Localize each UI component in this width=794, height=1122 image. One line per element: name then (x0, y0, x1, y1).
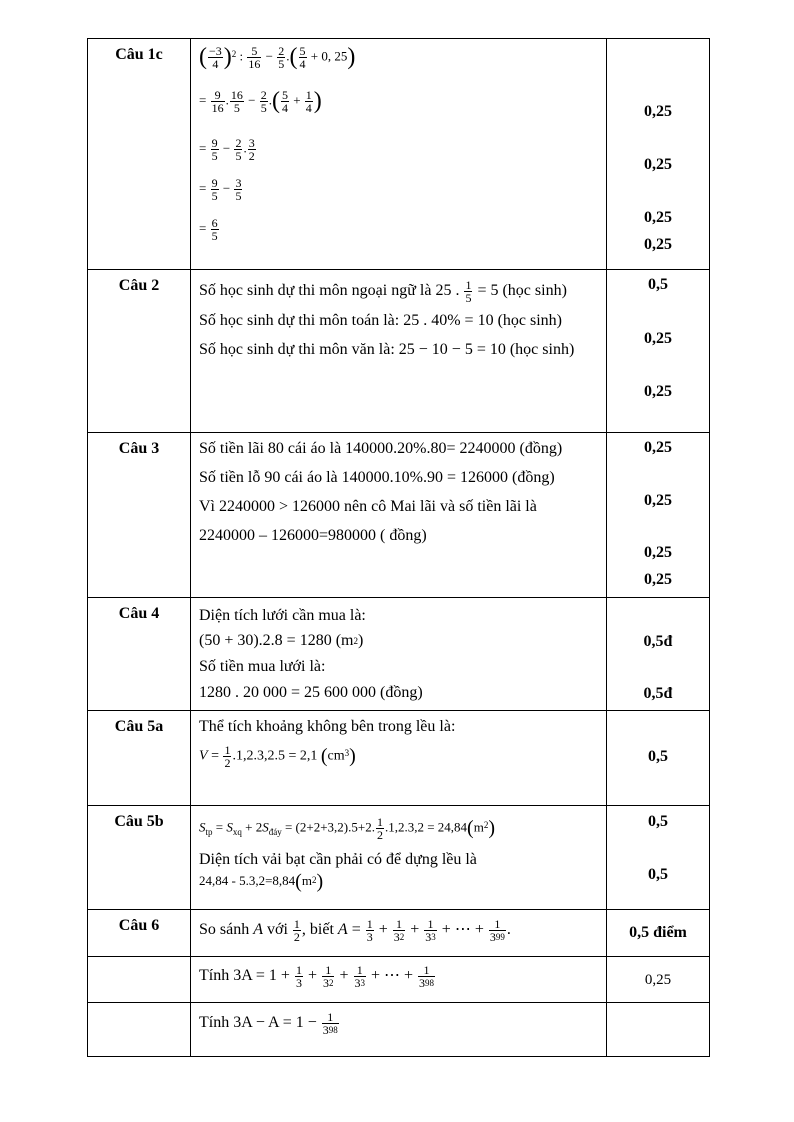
math-line: $24,84 - 5.3,2=8,84(m^2)$ (199, 870, 324, 893)
math-line: = $\frac{9}{5}$ − $\frac{3}{5}$ (199, 176, 242, 203)
text-line: Số học sinh dự thi môn ngoại ngữ là 25 . $\frac{1}{5}$ = 5 (học sinh) (199, 277, 567, 305)
text-line: Số tiền lãi 80 cái áo là 140000.20%.80= 2240000 (đồng) (199, 440, 563, 457)
points-value: 0,5 (648, 748, 668, 765)
points-value: 0,25 (644, 330, 672, 347)
answer-table (87, 38, 710, 1057)
math-line: V = $\frac{1}{2}$ .1,2.3,2.5 = 2,1 $(cm^3)$ (199, 743, 356, 770)
points-cell (607, 270, 710, 433)
math-line: Tính 3A = 1 + $\frac{1}{3}$ + $\frac{1}{3^2}$ + $\frac{1}{3^3}$ + ⋯ + $\frac{1}{3^{98}}$ (199, 963, 435, 990)
question-label: Câu 5a (88, 711, 191, 806)
question-label: Câu 2 (88, 270, 191, 433)
empty-cell (88, 1003, 191, 1057)
question-label: Câu 6 (88, 910, 191, 957)
table-row (88, 910, 710, 957)
points-value: 0,25 (644, 383, 672, 400)
question-label: Câu 5b (88, 806, 191, 910)
points-value: 0,25 (644, 571, 672, 588)
math-line: = $\frac{6}{5}$ (199, 216, 218, 243)
table-row (88, 598, 710, 711)
points-value: 0,25 (644, 972, 672, 988)
math-line: ( $\frac{-3}{4}$ )$^2$ : $\frac{5}{16}$ − $\frac{2}{5}$ .( $\frac{5}{4}$ + 0, 25) (199, 44, 356, 71)
table-row (88, 270, 710, 433)
points-cell (607, 910, 710, 957)
table-row (88, 433, 710, 598)
math-line: Tính 3A − A = 1 − $\frac{1}{3^{98}}$ (199, 1010, 338, 1037)
table-row (88, 39, 710, 270)
solution-cell (191, 910, 607, 957)
points-value: 0,25 (644, 236, 672, 253)
points-value: 0,25 (644, 103, 672, 120)
points-value: 0,25 (644, 439, 672, 456)
text-line: Diện tích lưới cần mua là: (199, 607, 366, 624)
table-row (88, 957, 710, 1003)
points-value: 0,5 (648, 866, 668, 883)
solution-cell (191, 1003, 607, 1057)
text-line: 2240000 – 126000=980000 ( đồng) (199, 527, 427, 544)
math-line: = $\frac{9}{16}$ . $\frac{16}{5}$ − $\frac{2}{5}$ .( $\frac{5}{4}$ + $\frac{1}{4}$ ) (199, 88, 322, 115)
text-line: (50 + 30).2.8 = 1280 $(m^2)$ (199, 632, 364, 649)
empty-cell (607, 1003, 710, 1057)
text-line: Số tiền lỗ 90 cái áo là 140000.10%.90 = 126000 (đồng) (199, 469, 555, 486)
solution-cell (191, 598, 607, 711)
points-value: 0,25 (644, 156, 672, 173)
table-row (88, 806, 710, 910)
points-cell (607, 806, 710, 910)
table-row (88, 711, 710, 806)
solution-cell (191, 433, 607, 598)
empty-cell (88, 957, 191, 1003)
points-value: 0,5 (648, 813, 668, 830)
points-value: 0,5 điểm (629, 924, 687, 941)
solution-cell (191, 711, 607, 806)
points-value: 0,5đ (643, 685, 673, 702)
math-line: $S_{tp} = S_{xq} + 2S_{đáy} = (2+2+3,2).5+2$. $\frac{1}{2}$ $.1,2.3,2 = 24,84(m^2)$ (199, 815, 495, 842)
solution-cell (191, 806, 607, 910)
text-line: Số học sinh dự thi môn văn là: 25 − 10 − 5 = 10 (học sinh) (199, 340, 575, 358)
points-value: 0,25 (644, 209, 672, 226)
table-row (88, 1003, 710, 1057)
question-label: Câu 3 (88, 433, 191, 598)
points-value: 0,5đ (643, 633, 673, 650)
text-line: Diện tích vải bạt cần phải có để dựng lều là (199, 851, 477, 868)
points-value: 0,25 (644, 492, 672, 509)
points-value: 0,25 (644, 544, 672, 561)
points-cell (607, 598, 710, 711)
text-line: Số học sinh dự thi môn toán là: 25 . 40% = 10 (học sinh) (199, 311, 562, 329)
points-cell (607, 957, 710, 1003)
text-line: Số tiền mua lưới là: (199, 658, 326, 675)
points-cell (607, 711, 710, 806)
solution-cell (191, 957, 607, 1003)
points-cell (607, 39, 710, 270)
question-label: Câu 1c (88, 39, 191, 270)
solution-cell (191, 39, 607, 270)
math-line: So sánh A với $\frac{1}{2}$ , biết A = $\frac{1}{3}$ + $\frac{1}{3^2}$ + $\frac{1}{3^3}$ + ⋯ + $\frac{1}{3^{99}}$ . (199, 917, 511, 944)
points-cell (607, 433, 710, 598)
question-label: Câu 4 (88, 598, 191, 711)
text-line: Vì 2240000 > 126000 nên cô Mai lãi và số tiền lãi là (199, 498, 537, 515)
math-line: = $\frac{9}{5}$ − $\frac{2}{5}$ . $\frac{3}{2}$ (199, 136, 255, 163)
text-line: Thể tích khoảng không bên trong lều là: (199, 718, 456, 735)
points-value: 0,5 (648, 276, 668, 293)
text-line: 1280 . 20 000 = 25 600 000 (đồng) (199, 684, 423, 701)
solution-cell (191, 270, 607, 433)
